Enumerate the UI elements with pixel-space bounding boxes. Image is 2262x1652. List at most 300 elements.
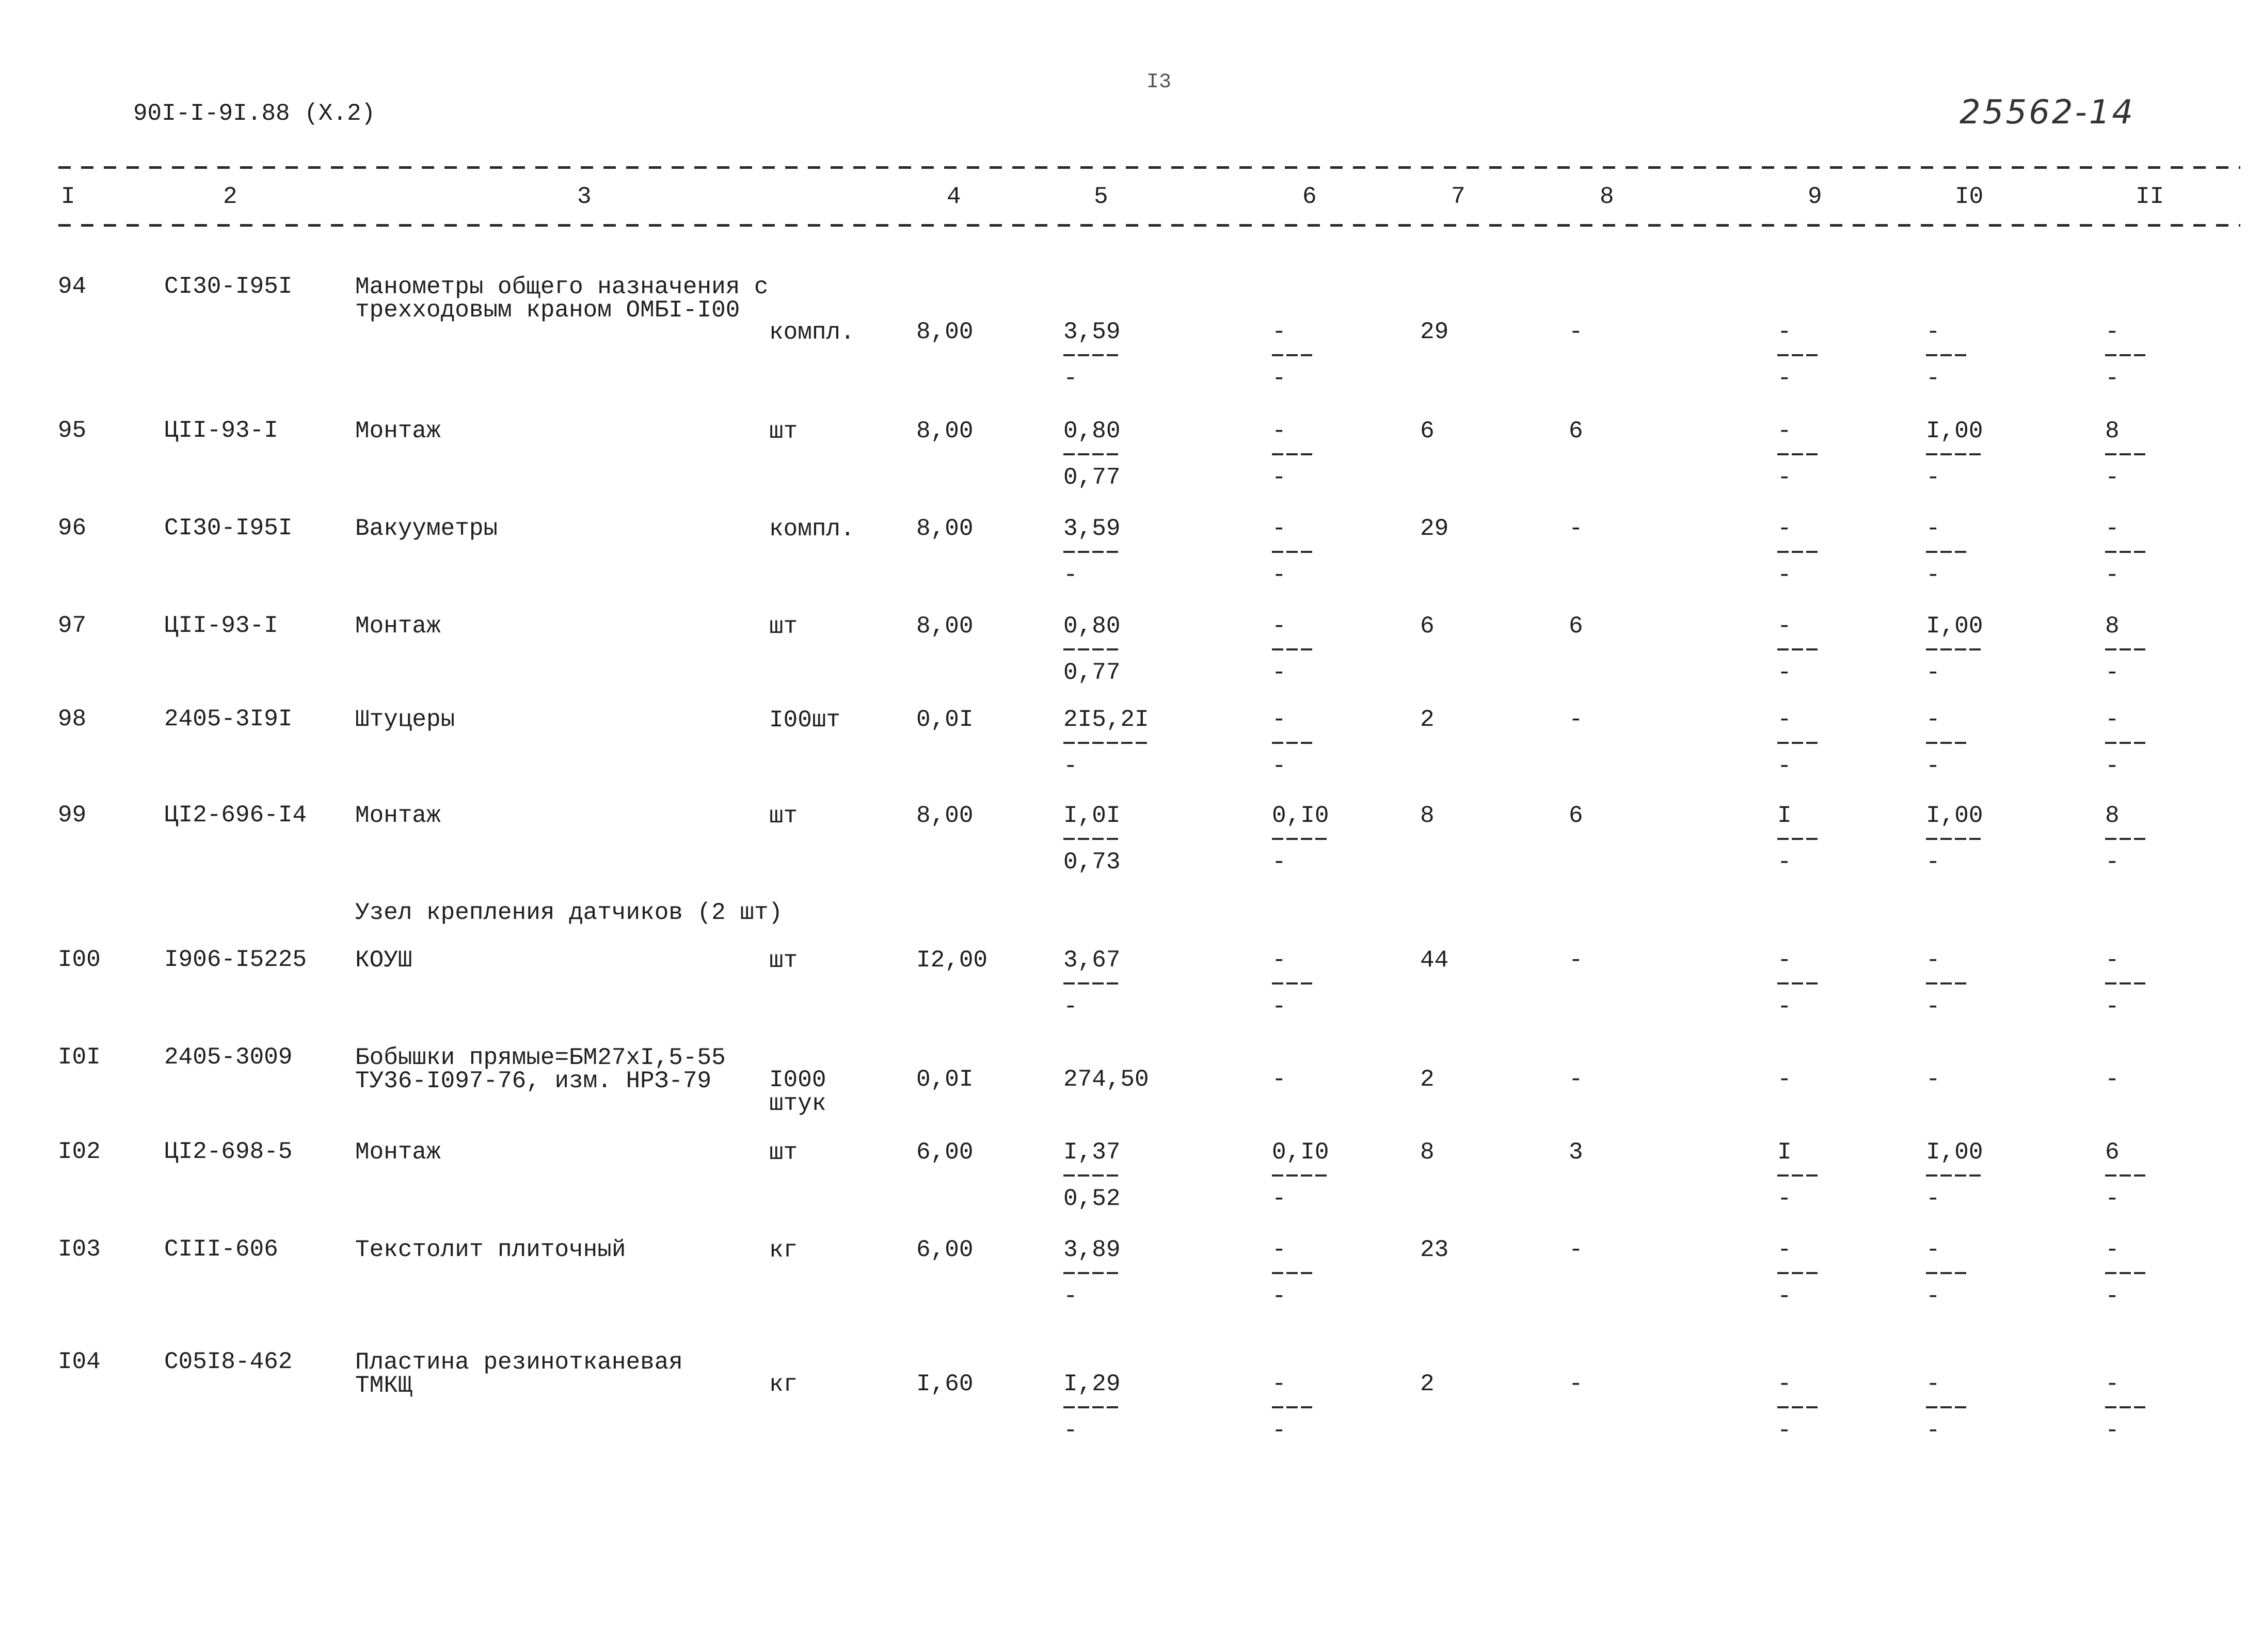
col-10-value-numerator: - <box>1926 947 1940 974</box>
col-5-value-numerator: 2I5,2I <box>1063 706 1149 733</box>
col-5-value <box>1063 418 1121 491</box>
col-9-value <box>1777 615 1820 684</box>
col-5-value-fraction-bar <box>1063 838 1120 840</box>
col-4-value: 8,00 <box>916 613 974 640</box>
col-5-value-denominator: - <box>1063 1283 1078 1310</box>
col-10-value <box>1926 1371 1969 1444</box>
col-10-value-numerator: I,00 <box>1926 418 1983 444</box>
col-10-value <box>1926 615 1983 684</box>
col-10-value-denominator: - <box>1926 659 1940 686</box>
unit-of-measure <box>769 804 798 828</box>
col-5-value <box>1063 802 1121 876</box>
col-10-value <box>1926 802 1983 876</box>
unit-of-measure <box>769 1373 798 1396</box>
item-name <box>355 708 455 732</box>
col-9-value <box>1777 802 1820 876</box>
col-6-value-denominator: - <box>1272 365 1286 392</box>
item-name-line: Монтаж <box>355 613 441 640</box>
col-10-value <box>1926 319 1969 392</box>
col-8-value: - <box>1569 1066 1583 1093</box>
col-11-value <box>2105 949 2148 1018</box>
col-10-value-fraction-bar <box>1926 354 1969 356</box>
col-6-value-fraction-bar <box>1272 838 1329 840</box>
col-11-value-fraction-bar <box>2105 1174 2148 1177</box>
row-number: 94 <box>58 273 87 300</box>
unit-line: I000 <box>769 1067 826 1093</box>
row-number: I0I <box>58 1044 101 1071</box>
col-6-value <box>1272 802 1329 876</box>
column-header-9: 9 <box>1808 183 1822 210</box>
col-10-value-fraction-bar <box>1926 838 1983 840</box>
col-6-value-numerator: - <box>1272 515 1286 542</box>
col-9-value-denominator: - <box>1777 464 1792 491</box>
unit-of-measure <box>769 615 798 639</box>
item-name <box>355 517 498 541</box>
col-9-value-numerator: - <box>1777 613 1792 640</box>
price-code: С05I8-462 <box>164 1348 293 1375</box>
section-heading: Узел крепления датчиков (2 шт) <box>355 899 783 926</box>
col-10-value-numerator: - <box>1926 1236 1940 1263</box>
col-10-value-fraction-bar <box>1926 551 1969 553</box>
col-11-value-numerator: - <box>2105 515 2120 542</box>
col-6-value <box>1272 418 1315 491</box>
price-code: 2405-3009 <box>164 1044 293 1071</box>
col-4-value: I,60 <box>916 1371 974 1397</box>
col-10-value-numerator: I,00 <box>1926 802 1983 829</box>
col-7-value: 2 <box>1420 1371 1435 1397</box>
col-5-value-fraction-bar <box>1063 648 1120 650</box>
col-11-value-numerator: - <box>2105 319 2120 345</box>
col-10-value-fraction-bar <box>1926 1406 1969 1408</box>
col-11-value-denominator: - <box>2105 753 2120 780</box>
col-9-value-denominator: - <box>1777 365 1792 392</box>
col-11-value-numerator: 8 <box>2105 418 2120 444</box>
col-6-value-fraction-bar <box>1272 982 1315 984</box>
col-6-value-denominator: - <box>1272 464 1286 491</box>
item-name <box>355 420 441 443</box>
price-code: ЦI2-698-5 <box>164 1138 293 1165</box>
row-number: 99 <box>58 802 87 829</box>
col-6-value-denominator: - <box>1272 1283 1286 1310</box>
item-name-line: Монтаж <box>355 1139 441 1166</box>
item-name-line: Монтаж <box>355 418 441 444</box>
col-11-value <box>2105 515 2148 589</box>
col-7-value: 29 <box>1420 319 1449 345</box>
col-10-value-fraction-bar <box>1926 1272 1969 1274</box>
price-code: I906-I5225 <box>164 946 307 973</box>
col-10-value-fraction-bar <box>1926 742 1969 744</box>
col-11-value-fraction-bar <box>2105 1406 2148 1408</box>
unit-line: кг <box>769 1237 798 1264</box>
col-5-value-fraction-bar <box>1063 354 1120 356</box>
col-5-value-fraction-bar <box>1063 1174 1120 1177</box>
col-11-value-fraction-bar <box>2105 1272 2148 1274</box>
col-4-value: 0,0I <box>916 706 974 733</box>
item-name <box>355 1141 441 1164</box>
price-code: СI30-I95I <box>164 273 293 300</box>
col-9-value: - <box>1777 1066 1792 1093</box>
unit-line: I00шт <box>769 707 841 734</box>
row-number: 96 <box>58 515 87 542</box>
col-4-value: 6,00 <box>916 1139 974 1166</box>
col-9-value-numerator: - <box>1777 706 1792 733</box>
col-9-value-denominator: - <box>1777 993 1792 1020</box>
col-5-value <box>1063 319 1121 392</box>
item-name-line: трехходовым краном ОМБI-I00 <box>355 297 740 324</box>
unit-of-measure <box>769 1141 798 1165</box>
col-11-value <box>2105 615 2148 684</box>
page-number: I3 <box>1146 71 1172 94</box>
col-11-value-denominator: - <box>2105 1185 2120 1212</box>
col-4-value: 0,0I <box>916 1066 974 1093</box>
col-6-value-fraction-bar <box>1272 742 1315 744</box>
col-9-value-denominator: - <box>1777 1417 1792 1444</box>
col-9-value <box>1777 418 1820 491</box>
col-5-value <box>1063 615 1120 684</box>
col-7-value: 2 <box>1420 706 1435 733</box>
column-header-10: I0 <box>1955 183 1984 210</box>
col-6-value-numerator: - <box>1272 319 1286 345</box>
col-4-value: 8,00 <box>916 319 974 345</box>
col-8-value: 3 <box>1569 1139 1583 1166</box>
row-number: I03 <box>58 1236 101 1263</box>
col-6-value <box>1272 949 1315 1018</box>
col-6-value-denominator: - <box>1272 659 1286 686</box>
unit-line: компл. <box>769 516 855 543</box>
col-11-value-numerator: 8 <box>2105 613 2120 640</box>
col-10-value-numerator: I,00 <box>1926 613 1983 640</box>
col-5-value-fraction-bar <box>1063 551 1120 553</box>
col-7-value: 23 <box>1420 1236 1449 1263</box>
document-code: 90I-I-9I.88 (X.2) <box>133 100 376 127</box>
column-header-4: 4 <box>947 183 961 210</box>
col-9-value-fraction-bar <box>1777 648 1820 650</box>
header-rule-bottom <box>58 224 2240 227</box>
item-name <box>355 1351 683 1397</box>
col-7-value: 6 <box>1420 418 1435 444</box>
col-10-value-denominator: - <box>1926 1417 1940 1444</box>
col-10-value-fraction-bar <box>1926 1174 1983 1177</box>
col-8-value: 6 <box>1569 613 1583 640</box>
col-9-value <box>1777 1141 1820 1210</box>
col-8-value: 6 <box>1569 802 1583 829</box>
col-5-value-fraction-bar <box>1063 1272 1120 1274</box>
col-6-value-denominator: - <box>1272 562 1286 589</box>
col-6-value-numerator: 0,I0 <box>1272 802 1329 829</box>
unit-of-measure <box>769 708 840 732</box>
col-11-value-denominator: - <box>2105 993 2120 1020</box>
col-9-value-fraction-bar <box>1777 838 1820 840</box>
col-7-value: 29 <box>1420 515 1449 542</box>
item-name <box>355 1238 626 1262</box>
col-11-value-fraction-bar <box>2105 742 2148 744</box>
col-10-value-numerator: - <box>1926 1371 1940 1397</box>
col-5-value-numerator: 3,59 <box>1063 319 1121 345</box>
col-11-value-fraction-bar <box>2105 453 2148 455</box>
col-6-value-fraction-bar <box>1272 551 1315 553</box>
col-9-value-fraction-bar <box>1777 453 1820 455</box>
col-5-value <box>1063 515 1121 589</box>
col-11-value-numerator: - <box>2105 1371 2120 1397</box>
col-6-value-fraction-bar <box>1272 1272 1315 1274</box>
col-5-value-denominator: - <box>1063 1417 1078 1444</box>
col-5-value-fraction-bar <box>1063 453 1120 455</box>
col-9-value <box>1777 706 1820 780</box>
col-4-value: I2,00 <box>916 947 988 974</box>
col-7-value: 6 <box>1420 613 1435 640</box>
price-code: ЦI2-696-I4 <box>164 802 307 829</box>
col-6-value-numerator: 0,I0 <box>1272 1139 1329 1166</box>
col-9-value-numerator: - <box>1777 515 1792 542</box>
col-11-value-fraction-bar <box>2105 648 2148 650</box>
col-9-value-numerator: - <box>1777 1371 1792 1397</box>
unit-line: шт <box>769 418 798 445</box>
col-9-value-numerator: - <box>1777 418 1792 444</box>
col-9-value-denominator: - <box>1777 849 1792 876</box>
col-11-value-denominator: - <box>2105 1283 2120 1310</box>
item-name <box>355 615 441 638</box>
col-9-value <box>1777 1236 1820 1310</box>
col-6-value-denominator: - <box>1272 753 1286 780</box>
col-11-value-numerator: - <box>2105 706 2120 733</box>
price-code: ЦII-93-I <box>164 417 278 444</box>
col-7-value: 2 <box>1420 1066 1435 1093</box>
row-number: 95 <box>58 417 87 444</box>
item-name-line: Текстолит плиточный <box>355 1236 626 1263</box>
col-11-value-fraction-bar <box>2105 354 2148 356</box>
column-header-8: 8 <box>1600 183 1614 210</box>
column-header-11: II <box>2136 183 2164 210</box>
col-6-value-fraction-bar <box>1272 1174 1329 1177</box>
item-name <box>355 804 441 828</box>
col-9-value-denominator: - <box>1777 659 1792 686</box>
col-9-value-denominator: - <box>1777 753 1792 780</box>
col-10-value-denominator: - <box>1926 1283 1940 1310</box>
col-10-value-numerator: - <box>1926 515 1940 542</box>
item-name-line: Манометры общего назначения с <box>355 274 769 300</box>
col-6-value <box>1272 515 1315 589</box>
handwritten-number: 25562-14 <box>1960 93 2136 132</box>
unit-line: шт <box>769 803 798 830</box>
col-10-value-denominator: - <box>1926 753 1940 780</box>
col-11-value-numerator: 8 <box>2105 802 2120 829</box>
col-10-value-fraction-bar <box>1926 648 1983 650</box>
col-8-value: - <box>1569 1236 1583 1263</box>
col-5-value-fraction-bar <box>1063 1406 1120 1408</box>
col-5-value <box>1063 1236 1121 1310</box>
item-name-line: Штуцеры <box>355 706 455 733</box>
col-5-value-numerator: 0,80 <box>1063 418 1121 444</box>
col-5-value-fraction-bar <box>1063 982 1120 984</box>
col-6-value-denominator: - <box>1272 1185 1286 1212</box>
col-10-value-denominator: - <box>1926 993 1940 1020</box>
col-5-value-denominator: - <box>1063 993 1078 1020</box>
col-5-value-denominator: - <box>1063 365 1078 392</box>
col-4-value: 8,00 <box>916 418 974 444</box>
col-6-value-numerator: - <box>1272 1236 1286 1263</box>
column-header-1: I <box>61 183 75 210</box>
col-10-value-numerator: - <box>1926 706 1940 733</box>
col-9-value-fraction-bar <box>1777 742 1820 744</box>
col-5-value-fraction-bar <box>1063 742 1149 744</box>
col-11-value: - <box>2105 1066 2120 1093</box>
col-8-value: - <box>1569 319 1583 345</box>
unit-of-measure <box>769 1068 826 1116</box>
col-9-value-fraction-bar <box>1777 354 1820 356</box>
header-rule-top <box>58 166 2240 169</box>
item-name <box>355 949 412 972</box>
col-10-value <box>1926 706 1969 780</box>
row-number: I00 <box>58 946 101 973</box>
col-10-value-denominator: - <box>1926 1185 1940 1212</box>
price-code: 2405-3I9I <box>164 706 293 733</box>
col-7-value: 44 <box>1420 947 1449 974</box>
unit-line: шт <box>769 947 798 974</box>
price-code: СI30-I95I <box>164 515 293 542</box>
col-11-value-denominator: - <box>2105 659 2120 686</box>
col-11-value-fraction-bar <box>2105 982 2148 984</box>
col-11-value-denominator: - <box>2105 365 2120 392</box>
row-number: I02 <box>58 1138 101 1165</box>
col-6-value <box>1272 1141 1329 1210</box>
col-6-value <box>1272 1236 1315 1310</box>
col-4-value: 8,00 <box>916 515 974 542</box>
col-8-value: - <box>1569 947 1583 974</box>
col-7-value: 8 <box>1420 802 1435 829</box>
col-10-value-numerator: - <box>1926 319 1940 345</box>
item-name-line: Монтаж <box>355 802 441 829</box>
col-10-value <box>1926 1141 1983 1210</box>
col-9-value-numerator: I <box>1777 802 1792 829</box>
col-10-value-denominator: - <box>1926 562 1940 589</box>
item-name-line: Пластина резинотканевая <box>355 1349 683 1376</box>
unit-line: компл. <box>769 319 855 346</box>
col-11-value-numerator: - <box>2105 947 2120 974</box>
col-5-value-numerator: 3,67 <box>1063 947 1121 974</box>
unit-of-measure <box>769 517 855 541</box>
item-name-line: КОУШ <box>355 947 412 974</box>
col-6-value <box>1272 1371 1315 1444</box>
col-5-value <box>1063 949 1120 1018</box>
col-6-value-fraction-bar <box>1272 648 1315 650</box>
column-header-3: 3 <box>577 183 592 210</box>
col-11-value <box>2105 706 2148 780</box>
unit-line: шт <box>769 613 798 640</box>
col-6-value-denominator: - <box>1272 993 1286 1020</box>
col-9-value-denominator: - <box>1777 562 1792 589</box>
col-11-value-numerator: - <box>2105 1236 2120 1263</box>
col-9-value <box>1777 515 1820 589</box>
col-6-value-numerator: - <box>1272 418 1286 444</box>
col-10-value-numerator: I,00 <box>1926 1139 1983 1166</box>
col-6-value-numerator: - <box>1272 1371 1286 1397</box>
col-9-value <box>1777 1371 1820 1444</box>
col-5-value: 274,50 <box>1063 1066 1149 1093</box>
col-9-value-numerator: - <box>1777 947 1792 974</box>
col-11-value-denominator: - <box>2105 849 2120 876</box>
col-6-value-numerator: - <box>1272 947 1286 974</box>
col-11-value <box>2105 1141 2148 1210</box>
col-11-value-denominator: - <box>2105 464 2120 491</box>
col-6-value-fraction-bar <box>1272 453 1315 455</box>
col-8-value: - <box>1569 1371 1583 1397</box>
col-4-value: 6,00 <box>916 1236 974 1263</box>
column-header-7: 7 <box>1451 183 1465 210</box>
column-header-6: 6 <box>1302 183 1317 210</box>
item-name-line: ТУ36-I097-76, изм. НРЗ-79 <box>355 1068 712 1094</box>
col-5-value-numerator: 3,59 <box>1063 515 1121 542</box>
col-10-value-denominator: - <box>1926 849 1940 876</box>
col-8-value: - <box>1569 706 1583 733</box>
col-11-value <box>2105 1371 2148 1444</box>
col-6-value-numerator: - <box>1272 613 1286 640</box>
col-5-value-denominator: 0,77 <box>1063 659 1121 686</box>
col-5-value-numerator: 3,89 <box>1063 1236 1121 1263</box>
col-9-value-fraction-bar <box>1777 982 1820 984</box>
item-name-line: Бобышки прямые=БМ27хI,5-55 <box>355 1044 726 1071</box>
item-name <box>355 1046 726 1093</box>
col-10-value <box>1926 1236 1969 1310</box>
col-9-value-fraction-bar <box>1777 551 1820 553</box>
col-11-value-denominator: - <box>2105 562 2120 589</box>
col-6-value <box>1272 706 1315 780</box>
col-11-value <box>2105 1236 2148 1310</box>
col-5-value <box>1063 1141 1120 1210</box>
col-11-value-fraction-bar <box>2105 838 2148 840</box>
col-5-value-denominator: - <box>1063 562 1078 589</box>
col-9-value-numerator: I <box>1777 1139 1792 1166</box>
row-number: 98 <box>58 706 87 733</box>
col-8-value: 6 <box>1569 418 1583 444</box>
item-name-line: ТМКЩ <box>355 1372 412 1399</box>
col-10-value <box>1926 949 1969 1018</box>
col-5-value-denominator: - <box>1063 753 1078 780</box>
col-6-value <box>1272 319 1315 392</box>
col-9-value-numerator: - <box>1777 319 1792 345</box>
price-code: ЦII-93-I <box>164 612 278 639</box>
item-name <box>355 276 769 322</box>
col-9-value-denominator: - <box>1777 1185 1792 1212</box>
col-11-value <box>2105 319 2148 392</box>
col-5-value-numerator: I,37 <box>1063 1139 1121 1166</box>
col-6-value-denominator: - <box>1272 849 1286 876</box>
col-5-value-denominator: 0,73 <box>1063 849 1121 876</box>
price-code: СIII-606 <box>164 1236 278 1263</box>
col-6-value: - <box>1272 1066 1286 1093</box>
col-9-value-fraction-bar <box>1777 1174 1820 1177</box>
col-5-value-denominator: 0,52 <box>1063 1185 1121 1212</box>
col-11-value-numerator: 6 <box>2105 1139 2120 1166</box>
col-6-value-numerator: - <box>1272 706 1286 733</box>
col-10-value-denominator: - <box>1926 365 1940 392</box>
col-9-value <box>1777 319 1820 392</box>
col-5-value <box>1063 1371 1121 1444</box>
col-7-value: 8 <box>1420 1139 1435 1166</box>
col-6-value-fraction-bar <box>1272 1406 1315 1408</box>
col-5-value-denominator: 0,77 <box>1063 464 1121 491</box>
col-9-value <box>1777 949 1820 1018</box>
col-10-value-fraction-bar <box>1926 982 1969 984</box>
col-10-value: - <box>1926 1066 1940 1093</box>
col-9-value-numerator: - <box>1777 1236 1792 1263</box>
col-6-value <box>1272 615 1315 684</box>
col-11-value <box>2105 418 2148 491</box>
col-8-value: - <box>1569 515 1583 542</box>
row-number: 97 <box>58 612 87 639</box>
col-10-value-denominator: - <box>1926 464 1940 491</box>
col-6-value-denominator: - <box>1272 1417 1286 1444</box>
col-9-value-fraction-bar <box>1777 1272 1820 1274</box>
